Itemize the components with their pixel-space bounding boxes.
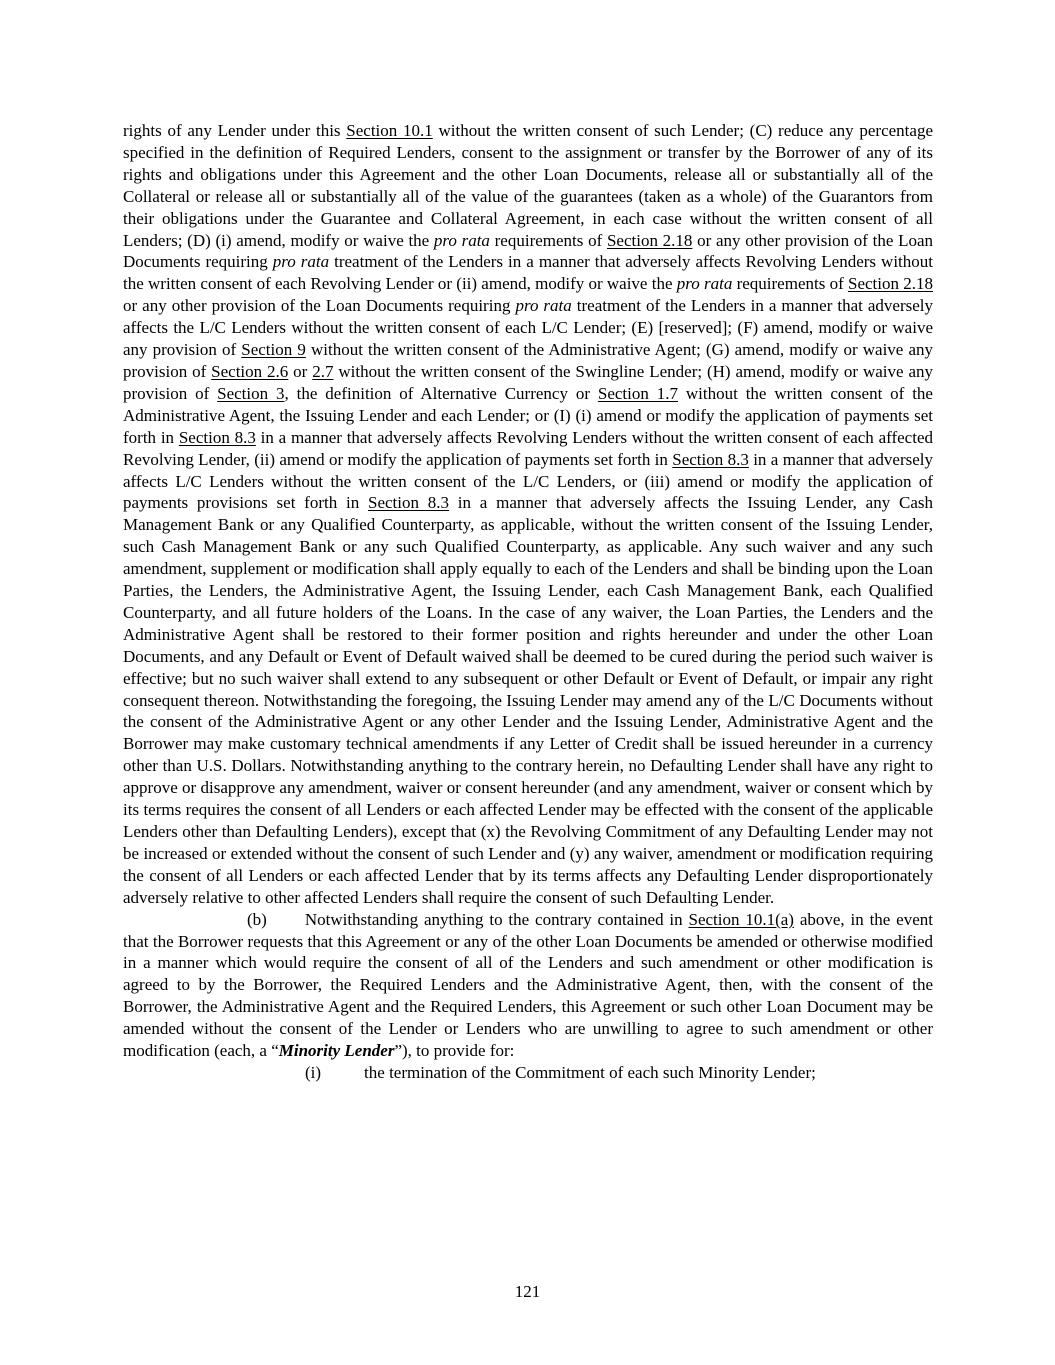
page-number: 121	[514, 1282, 541, 1301]
paragraph-section-10-1-continuation: rights of any Lender under this Section 10.1 without the written consent of such Lender; (C) reduce any percentage specified in the definition of Required Lenders, consent to the assignment or transfer by the Borrower of any of its rights and obligations under this Agreement and the other Loan Documents, release all or substantially all of the Collateral or release all or substantially all of the value of the guarantees (taken as a whole) of the Guarantors from their obligations under the Guarantee and Collateral Agreement, in each case without the written consent of all Lenders; (D) (i) amend, modify or waive the pro rata requirements of Section 2.18 or any other provision of the Loan Documents requiring pro rata treatment of the Lenders in a manner that adversely affects Revolving Lenders without the written consent of each Revolving Lender or (ii) amend, modify or waive the pro rata requirements of Section 2.18 or any other provision of the Loan Documents requiring pro rata treatment of the Lenders in a manner that adversely affects the L/C Lenders without the written consent of each L/C Lender; (E) [reserved]; (F) amend, modify or waive any provision of Section 9 without the written consent of the Administrative Agent; (G) amend, modify or waive any provision of Section 2.6 or 2.7 without the written consent of the Swingline Lender; (H) amend, modify or waive any provision of Section 3, the definition of Alternative Currency or Section 1.7 without the written consent of the Administrative Agent, the Issuing Lender and each Lender; or (I) (i) amend or modify the application of payments set forth in Section 8.3 in a manner that adversely affects Revolving Lenders without the written consent of each affected Revolving Lender, (ii) amend or modify the application of payments set forth in Section 8.3 in a manner that adversely affects L/C Lenders without the written consent of the L/C Lenders, or (iii) amend or modify the application of payments provisions set forth in Section 8.3 in a manner that adversely affects the Issuing Lender, any Cash Management Bank or any Qualified Counterparty, as applicable, without the written consent of the Issuing Lender, such Cash Management Bank or any such Qualified Counterparty, as applicable. Any such waiver and any such amendment, supplement or modification shall apply equally to each of the Lenders and shall be binding upon the Loan Parties, the Lenders, the Administrative Agent, the Issuing Lender, each Cash Management Bank, each Qualified Counterparty, and all future holders of the Loans. In the case of any waiver, the Loan Parties, the Lenders and the Administrative Agent shall be restored to their former position and rights hereunder and under the other Loan Documents, and any Default or Event of Default waived shall be deemed to be cured during the period such waiver is effective; but no such waiver shall extend to any subsequent or other Default or Event of Default, or impair any right consequent thereon. Notwithstanding the foregoing, the Issuing Lender may amend any of the L/C Documents without the consent of the Administrative Agent or any other Lender and the Issuing Lender, Administrative Agent and the Borrower may make customary technical amendments if any Letter of Credit shall be issued hereunder in a currency other than U.S. Dollars. Notwithstanding anything to the contrary herein, no Defaulting Lender shall have any right to approve or disapprove any amendment, waiver or consent hereunder (and any amendment, waiver or consent which by its terms requires the consent of all Lenders or each affected Lender may be effected with the consent of the applicable Lenders other than Defaulting Lenders), except that (x) the Revolving Commitment of any Defaulting Lender may not be increased or extended without the consent of such Lender and (y) any waiver, amendment or modification requiring the consent of all Lenders or each affected Lender that by its terms affects any Defaulting Lender disproportionately adversely relative to other affected Lenders shall require the consent of such Defaulting Lender.	[123, 121, 934, 907]
list-item-i-label: (i)	[305, 1062, 322, 1082]
list-item-i-text: the termination of the Commitment of each such Minority Lender;	[364, 1062, 816, 1082]
list-item-i	[123, 1062, 933, 1084]
paragraph-b-label: (b)	[247, 909, 267, 929]
page-body	[123, 120, 933, 1084]
paragraph-b	[123, 909, 933, 1062]
paragraph-b-text: Notwithstanding anything to the contrary contained in Section 10.1(a) above, in the event that the Borrower requests that this Agreement or any of the other Loan Documents be amended or otherwise modified in a manner which would require the consent of all of the Lenders and such amendment or other modification is agreed to by the Borrower, the Required Lenders and the Administrative Agent, then, with the consent of the Borrower, the Administrative Agent and the Required Lenders, this Agreement or such other Loan Document may be amended without the consent of the Lender or Lenders who are unwilling to agree to such amendment or other modification (each, a “Minority Lender”), to provide for:	[123, 909, 933, 1061]
